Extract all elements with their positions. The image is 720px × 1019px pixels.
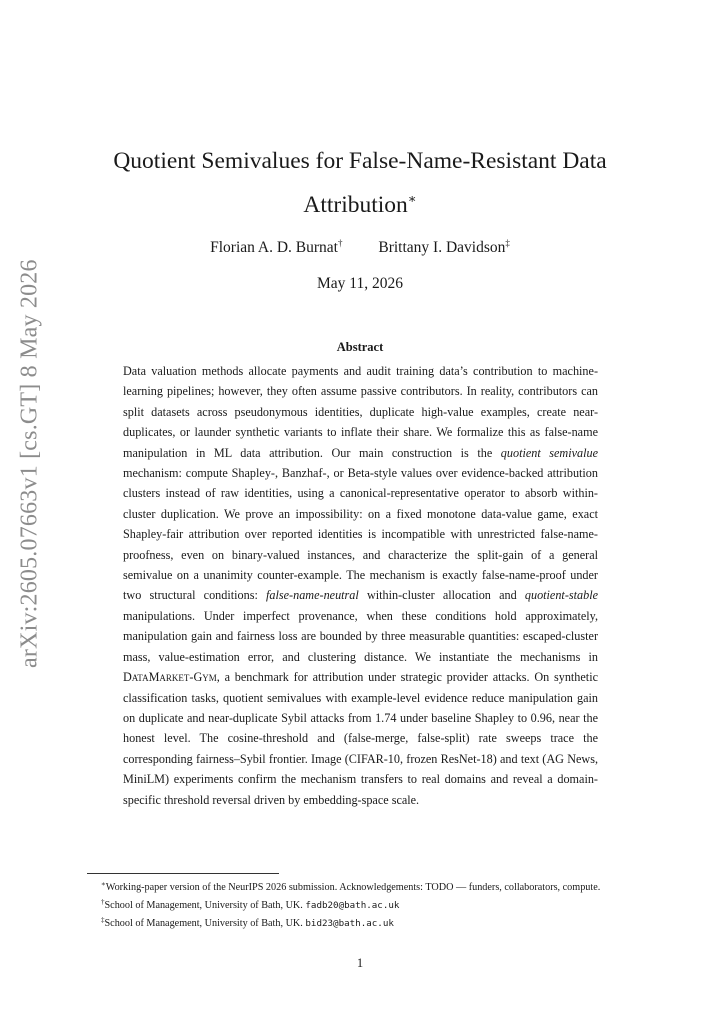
footnote-1-text: Working-paper version of the NeurIPS 2026 submission. Acknowledgements: TODO — funders, collaborators, compute. (105, 882, 601, 893)
abstract-part-3: within-cluster allocation and (358, 588, 525, 603)
author-1 (210, 238, 342, 257)
footnote-2 (87, 895, 635, 913)
author-2 (378, 238, 510, 257)
footnote-3-mark: ‡ (101, 916, 105, 925)
abstract-part-5: , a benchmark for attribution under strategic provider attacks. On synthetic classification tasks, quotient semivalues with example-level evidence reduce manipulation gain on duplicate and near-duplicate Sybil attacks from 1.74 under baseline Shapley to 0.96, near the honest level. The cosine-threshold and (false-merge, false-split) rate sweeps trace the corresponding fairness–Sybil frontier. Image (CIFAR-10, frozen ResNet-18) and text (AG News, MiniLM) experiments confirm the mechanism transfers to real domains and reveal a domain-specific threshold reversal driven by embedding-space scale. (123, 670, 598, 807)
abstract-term-quotient-stable: quotient-stable (524, 588, 598, 603)
author-2-name: Brittany I. Davidson (378, 239, 506, 256)
abstract-part-1: Data valuation methods allocate payments and audit training data’s contribution to machine-learning pipelines; however, they often assume passive contributors. In reality, contributors can split datasets across pseudonymous identities, duplicate high-value examples, create near-duplicates, or launder synthetic variants to inflate their share. We formalize this as false-name manipulation in ML data attribution. Our main construction is the (123, 364, 598, 460)
footnote-1-mark: ∗ (101, 880, 106, 888)
abstract-text (123, 361, 598, 810)
footnotes (87, 877, 635, 932)
footnote-1 (87, 877, 635, 895)
arxiv-id-text: arXiv:2605.07663v1 [cs.GT] 8 May 2026 (16, 259, 43, 668)
paper-title-text: Quotient Semivalues for False-Name-Resistant Data Attribution (113, 148, 607, 218)
benchmark-name: DataMarket-Gym (123, 670, 217, 685)
abstract-heading: Abstract (336, 340, 384, 354)
footnote-2-text: School of Management, University of Bath, UK. (104, 900, 306, 912)
author-1-name: Florian A. D. Burnat (210, 239, 338, 256)
author-2-mark: ‡ (505, 238, 510, 248)
abstract-term-false-name-neutral: false-name-neutral (266, 588, 359, 603)
footnote-divider (87, 873, 279, 874)
footnote-2-email[interactable]: fadb20@bath.ac.uk (305, 900, 400, 912)
footnote-3 (87, 913, 635, 931)
abstract-term-quotient-semivalue: quotient semivalue (500, 445, 599, 460)
paper-title (80, 143, 640, 224)
page-number: 1 (356, 956, 364, 970)
arxiv-identifier (10, 259, 50, 668)
abstract-part-2: mechanism: compute Shapley-, Banzhaf-, or Beta-style values over evidence-backed attribution clusters instead of raw identities, using a canonical-representative operator to absorb within-cluster duplication. We prove an impossibility: on a fixed monotone data-value game, exact Shapley-fair attribution over reported identities is incompatible with unrestricted false-name-proofness, even on binary-valued instances, and characterize the split-gain of a general semivalue on a unanimity counter-example. The mechanism is exactly false-name-proof under two structural conditions: (123, 466, 598, 603)
footnote-3-text: School of Management, University of Bath, UK. (104, 918, 306, 930)
author-1-mark: † (338, 238, 343, 248)
footnote-2-mark: † (101, 898, 105, 907)
author-list (80, 238, 640, 257)
abstract-part-4: manipulations. Under imperfect provenance, when these conditions hold approximately, manipulation gain and fairness loss are bounded by three measurable quantities: escaped-cluster mass, value-estimation error, and clustering distance. We instantiate the mechanisms in (123, 608, 598, 664)
paper-date: May 11, 2026 (317, 275, 403, 292)
title-footnote-mark: ∗ (407, 191, 417, 206)
footnote-3-email[interactable]: bid23@bath.ac.uk (305, 918, 394, 930)
